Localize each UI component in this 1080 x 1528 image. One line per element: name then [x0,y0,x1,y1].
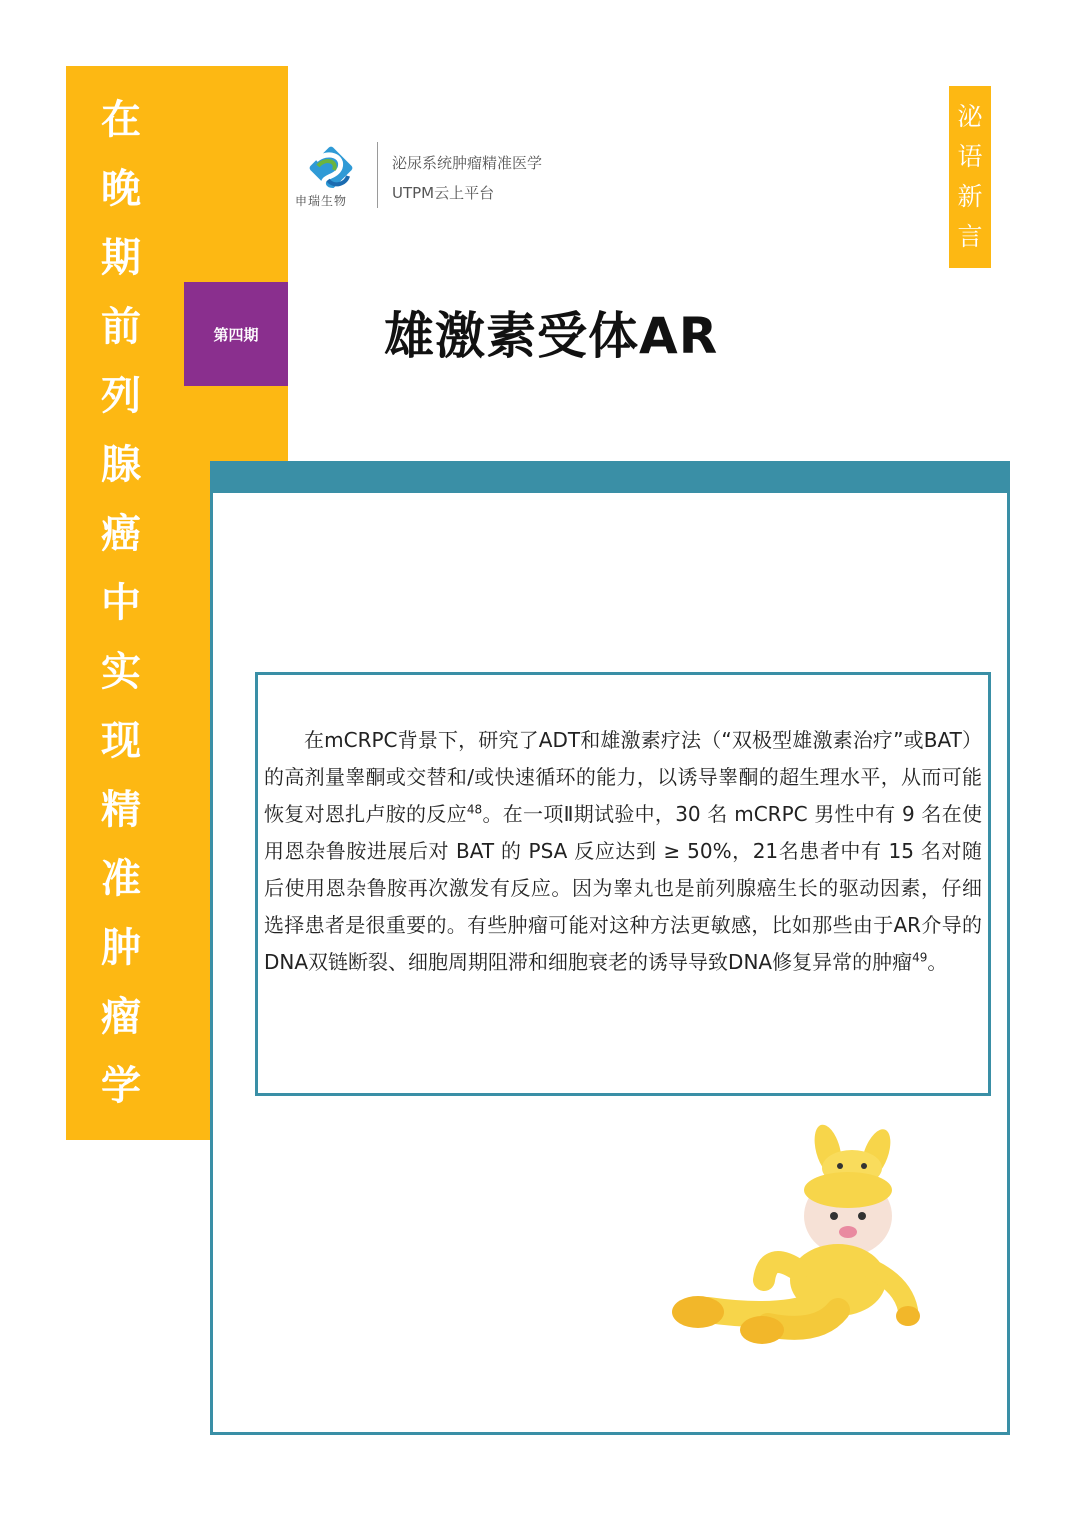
column-tag-char: 泌 [957,102,983,131]
column-tag [949,86,991,268]
vertical-title-char: 在 [101,97,141,143]
company-logo-text: 申瑞生物 [295,194,348,208]
vertical-title-char: 现 [101,718,141,764]
brand-subtitle: 泌尿系统肿瘤精准医学 [392,154,543,172]
article-paragraph [264,722,982,981]
vertical-title-char: 腺 [101,442,141,488]
vertical-title-char: 癌 [101,511,141,557]
left-banner-extension [210,66,288,462]
vertical-series-title [66,86,176,1121]
paragraph-text-3: 。 [927,950,948,974]
vertical-title-char: 前 [101,304,141,350]
vertical-title-char: 期 [101,235,141,281]
vertical-title-char: 瘤 [101,994,141,1040]
article-title: 雄激素受体AR [384,307,719,365]
vertical-title-char: 列 [101,373,141,419]
vertical-title-char: 中 [101,580,141,626]
reference-48: 48 [466,802,483,817]
column-tag-char: 新 [957,182,983,211]
vertical-title-char: 准 [101,856,141,902]
column-tag-char: 语 [957,142,983,171]
paragraph-text-1: 在mCRPC背景下，研究了ADT和雄激素疗法（“双极型雄激素治疗”或BAT）的高剂量睾酮或交替和/或快速循环的能力，以诱导睾酮的超生理水平，从而可能恢复对恩扎卢胺的反应 [264,728,982,826]
logo-divider [377,142,378,208]
vertical-title-char: 学 [101,1063,141,1109]
column-tag-char: 言 [957,222,983,251]
vertical-title-char: 晚 [101,166,141,212]
issue-badge: 第四期 [184,282,288,386]
vertical-title-char: 实 [101,649,141,695]
reference-49: 49 [912,950,928,965]
vertical-title-char: 精 [101,787,141,833]
paragraph-text-2: 。在一项Ⅱ期试验中，30 名 mCRPC 男性中有 9 名在使用恩杂鲁胺进展后对 BAT 的 PSA 反应达到 ≥ 50%，21名患者中有 15 名对随后使用恩杂鲁胺再次激发有反应。因为睾丸也是前列腺癌生长的驱动因素，仔细选择患者是很重要的。有些肿瘤可能对这种方法更敏感，比如那些由于AR介导的DNA双链断裂、细胞周期阻滞和细胞衰老的诱导导致DNA修复异常的肿瘤 [264,802,982,974]
mascot-illustration [668,1120,928,1350]
brand-platform-name: UTPM云上平台 [392,184,495,202]
vertical-title-char: 肿 [101,925,141,971]
